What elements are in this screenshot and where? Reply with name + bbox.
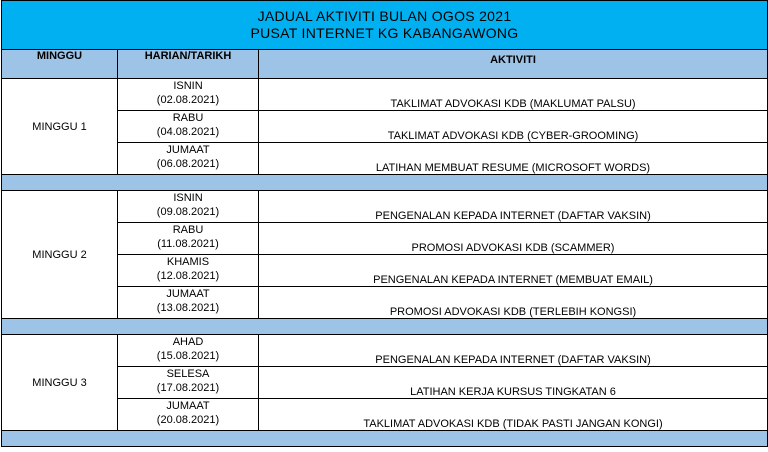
week-separator-row bbox=[2, 319, 768, 335]
separator-cell bbox=[2, 431, 768, 447]
title-line-2: PUSAT INTERNET KG KABANGAWONG bbox=[250, 25, 519, 41]
day-date-cell bbox=[118, 111, 259, 143]
day-date-cell bbox=[118, 79, 259, 111]
day-date-cell bbox=[118, 143, 259, 175]
activity-cell: PROMOSI ADVOKASI KDB (TERLEBIH KONGSI) bbox=[259, 287, 768, 319]
title-row bbox=[2, 1, 768, 50]
separator-cell bbox=[2, 319, 768, 335]
day-date-cell bbox=[118, 223, 259, 255]
date-text: (12.08.2021) bbox=[156, 270, 220, 282]
week-label: MINGGU 1 bbox=[2, 79, 118, 175]
activity-cell: LATIHAN KERJA KURSUS TINGKATAN 6 bbox=[259, 367, 768, 399]
date-text: (02.08.2021) bbox=[156, 94, 220, 106]
table-row bbox=[2, 191, 768, 223]
column-header-day: HARIAN/TARIKH bbox=[118, 50, 259, 79]
date-text: (13.08.2021) bbox=[156, 302, 220, 314]
week-separator-row bbox=[2, 175, 768, 191]
activity-cell: LATIHAN MEMBUAT RESUME (MICROSOFT WORDS) bbox=[259, 143, 768, 175]
header-row bbox=[2, 50, 768, 79]
day-name: ISNIN bbox=[173, 192, 203, 204]
table-title bbox=[2, 1, 768, 50]
title-line-1: JADUAL AKTIVITI BULAN OGOS 2021 bbox=[257, 8, 512, 24]
day-name: RABU bbox=[172, 112, 204, 124]
day-name: JUMAAT bbox=[166, 144, 210, 156]
date-text: (06.08.2021) bbox=[156, 158, 220, 170]
activity-cell: PENGENALAN KEPADA INTERNET (MEMBUAT EMAIL) bbox=[259, 255, 768, 287]
day-name: JUMAAT bbox=[166, 288, 210, 300]
activity-cell: PENGENALAN KEPADA INTERNET (DAFTAR VAKSIN) bbox=[259, 335, 768, 367]
day-name: RABU bbox=[172, 224, 204, 236]
day-date-cell bbox=[118, 367, 259, 399]
day-date-cell bbox=[118, 191, 259, 223]
activity-cell: PENGENALAN KEPADA INTERNET (DAFTAR VAKSIN) bbox=[259, 191, 768, 223]
date-text: (15.08.2021) bbox=[156, 350, 220, 362]
activity-cell: TAKLIMAT ADVOKASI KDB (TIDAK PASTI JANGAN KONGI) bbox=[259, 399, 768, 431]
day-name: SELESA bbox=[166, 368, 210, 380]
day-date-cell bbox=[118, 255, 259, 287]
week-separator-row bbox=[2, 431, 768, 447]
date-text: (04.08.2021) bbox=[156, 126, 220, 138]
date-text: (09.08.2021) bbox=[156, 206, 220, 218]
day-name: JUMAAT bbox=[166, 400, 210, 412]
column-header-week: MINGGU bbox=[2, 50, 118, 79]
week-label: MINGGU 3 bbox=[2, 335, 118, 431]
column-header-activity: AKTIVITI bbox=[259, 50, 768, 79]
day-name: AHAD bbox=[172, 336, 204, 348]
date-text: (17.08.2021) bbox=[156, 382, 220, 394]
date-text: (20.08.2021) bbox=[156, 414, 220, 426]
activity-cell: TAKLIMAT ADVOKASI KDB (CYBER-GROOMING) bbox=[259, 111, 768, 143]
table-row bbox=[2, 79, 768, 111]
day-name: ISNIN bbox=[173, 80, 203, 92]
day-date-cell bbox=[118, 399, 259, 431]
activity-cell: PROMOSI ADVOKASI KDB (SCAMMER) bbox=[259, 223, 768, 255]
week-label: MINGGU 2 bbox=[2, 191, 118, 319]
date-text: (11.08.2021) bbox=[157, 238, 219, 250]
day-date-cell bbox=[118, 287, 259, 319]
day-date-cell bbox=[118, 335, 259, 367]
table-row bbox=[2, 335, 768, 367]
day-name: KHAMIS bbox=[166, 256, 210, 268]
activity-cell: TAKLIMAT ADVOKASI KDB (MAKLUMAT PALSU) bbox=[259, 79, 768, 111]
separator-cell bbox=[2, 175, 768, 191]
schedule-table bbox=[1, 0, 768, 447]
